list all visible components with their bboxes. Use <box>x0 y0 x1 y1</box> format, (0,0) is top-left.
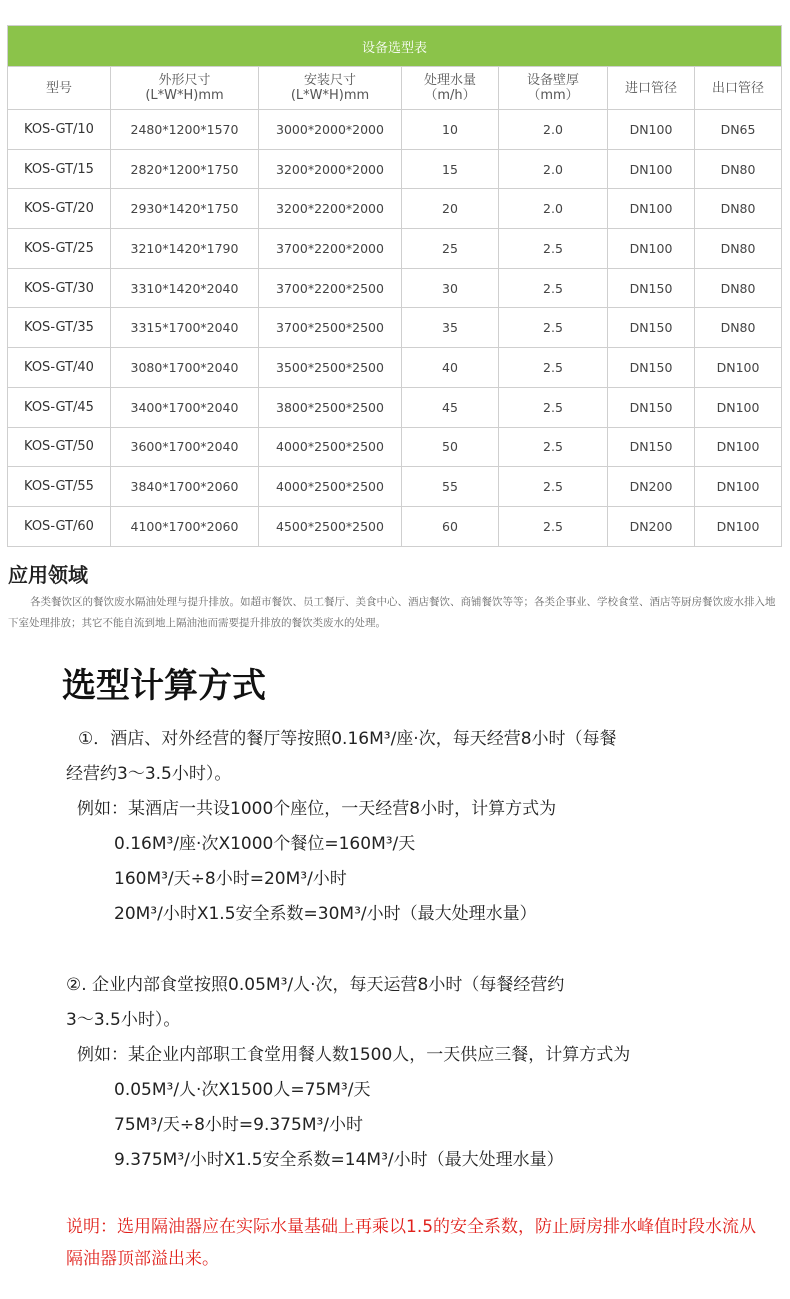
calc-line: ②. 企业内部食堂按照0.05M³/人·次，每天运营8小时（每餐经营约 <box>66 975 565 995</box>
table-cell: 2930*1420*1750 <box>111 189 259 229</box>
table-row <box>8 467 782 507</box>
column-header: 安装尺寸 (L*W*H)mm <box>259 67 402 110</box>
table-row <box>8 189 782 229</box>
calc-line: 9.375M³/小时X1.5安全系数=14M³/小时（最大处理水量） <box>114 1150 564 1170</box>
table-cell: 2.5 <box>499 467 608 507</box>
calculation-title: 选型计算方式 <box>62 666 266 706</box>
table-row <box>8 268 782 308</box>
table-cell: 2.0 <box>499 189 608 229</box>
table-row <box>8 229 782 269</box>
table-cell: 3700*2200*2000 <box>259 229 402 269</box>
application-title: 应用领域 <box>8 563 88 587</box>
table-cell: 3315*1700*2040 <box>111 308 259 348</box>
table-cell: KOS-GT/20 <box>8 189 111 229</box>
table-cell: 3200*2200*2000 <box>259 189 402 229</box>
table-cell: KOS-GT/60 <box>8 506 111 546</box>
table-cell: 2480*1200*1570 <box>111 110 259 150</box>
table-row <box>8 348 782 388</box>
table-row <box>8 387 782 427</box>
table-cell: DN100 <box>608 189 695 229</box>
table-cell: 2.5 <box>499 506 608 546</box>
calc-line: 例如：某酒店一共设1000个座位，一天经营8小时，计算方式为 <box>77 799 557 819</box>
table-cell: DN100 <box>695 427 782 467</box>
table-cell: 3400*1700*2040 <box>111 387 259 427</box>
table-cell: 50 <box>402 427 499 467</box>
table-title: 设备选型表 <box>8 26 782 67</box>
table-cell: 2.5 <box>499 308 608 348</box>
table-row <box>8 506 782 546</box>
table-cell: 4000*2500*2500 <box>259 427 402 467</box>
table-cell: 2.5 <box>499 268 608 308</box>
table-cell: 2.5 <box>499 387 608 427</box>
table-row <box>8 149 782 189</box>
table-cell: DN80 <box>695 229 782 269</box>
table-cell: KOS-GT/15 <box>8 149 111 189</box>
table-cell: 3700*2500*2500 <box>259 308 402 348</box>
safety-factor-note: 说明：选用隔油器应在实际水量基础上再乘以1.5的安全系数，防止厨房排水峰值时段水流从隔油器顶部溢出来。 <box>66 1217 757 1269</box>
table-cell: 40 <box>402 348 499 388</box>
column-header: 进口管径 <box>608 67 695 110</box>
calc-line: 经营约3～3.5小时）。 <box>66 764 232 784</box>
table-cell: 20 <box>402 189 499 229</box>
application-description: 各类餐饮区的餐饮废水隔油处理与提升排放。如超市餐饮、员工餐厅、美食中心、酒店餐饮、商铺餐饮等等；各类企事业、学校食堂、酒店等厨房餐饮废水排入地下室处理排放；其它不能自流到地上隔油池而需要提升排放的餐饮类废水的处理。 <box>8 596 776 629</box>
column-header: 设备壁厚 （mm） <box>499 67 608 110</box>
table-cell: KOS-GT/40 <box>8 348 111 388</box>
table-cell: 4500*2500*2500 <box>259 506 402 546</box>
table-cell: DN80 <box>695 149 782 189</box>
table-cell: DN150 <box>608 268 695 308</box>
table-cell: 3210*1420*1790 <box>111 229 259 269</box>
table-cell: DN150 <box>608 308 695 348</box>
table-cell: DN200 <box>608 467 695 507</box>
table-row <box>8 308 782 348</box>
table-cell: 2.0 <box>499 149 608 189</box>
calc-line: 75M³/天÷8小时=9.375M³/小时 <box>114 1115 364 1135</box>
table-cell: DN100 <box>695 467 782 507</box>
table-cell: KOS-GT/50 <box>8 427 111 467</box>
column-header: 出口管径 <box>695 67 782 110</box>
table-cell: DN80 <box>695 308 782 348</box>
table-cell: 3500*2500*2500 <box>259 348 402 388</box>
table-cell: DN150 <box>608 387 695 427</box>
calculation-section <box>62 658 782 714</box>
table-cell: 2820*1200*1750 <box>111 149 259 189</box>
column-header: 外形尺寸 (L*W*H)mm <box>111 67 259 110</box>
table-cell: 35 <box>402 308 499 348</box>
table-cell: 4100*1700*2060 <box>111 506 259 546</box>
table-cell: KOS-GT/30 <box>8 268 111 308</box>
table-header-row <box>8 67 782 110</box>
calc-line: ①．酒店、对外经营的餐厅等按照0.16M³/座·次，每天经营8小时（每餐 <box>78 729 617 749</box>
table-cell: DN200 <box>608 506 695 546</box>
application-section <box>8 560 788 634</box>
table-cell: DN100 <box>608 149 695 189</box>
table-cell: DN150 <box>608 348 695 388</box>
table-cell: 45 <box>402 387 499 427</box>
table-cell: KOS-GT/25 <box>8 229 111 269</box>
table-cell: 15 <box>402 149 499 189</box>
table-cell: 3600*1700*2040 <box>111 427 259 467</box>
table-cell: 2.5 <box>499 229 608 269</box>
table-cell: DN80 <box>695 189 782 229</box>
table-cell: 4000*2500*2500 <box>259 467 402 507</box>
table-cell: DN100 <box>695 387 782 427</box>
calc-line: 3～3.5小时）。 <box>66 1010 181 1030</box>
table-cell: 2.0 <box>499 110 608 150</box>
table-cell: 30 <box>402 268 499 308</box>
table-cell: DN65 <box>695 110 782 150</box>
table-cell: DN100 <box>608 229 695 269</box>
equipment-selection-table <box>7 25 782 547</box>
table-row <box>8 427 782 467</box>
table-cell: 3000*2000*2000 <box>259 110 402 150</box>
table-cell: 3800*2500*2500 <box>259 387 402 427</box>
table-cell: 2.5 <box>499 348 608 388</box>
table-cell: 3700*2200*2500 <box>259 268 402 308</box>
table-body <box>8 110 782 547</box>
table-cell: 10 <box>402 110 499 150</box>
column-header: 型号 <box>8 67 111 110</box>
table-cell: 3310*1420*2040 <box>111 268 259 308</box>
table-cell: DN80 <box>695 268 782 308</box>
spec-table-container <box>7 25 781 547</box>
table-cell: 25 <box>402 229 499 269</box>
table-cell: KOS-GT/35 <box>8 308 111 348</box>
calc-line: 例如：某企业内部职工食堂用餐人数1500人，一天供应三餐，计算方式为 <box>77 1045 631 1065</box>
table-row <box>8 110 782 150</box>
column-header: 处理水量 （m/h） <box>402 67 499 110</box>
calc-line: 160M³/天÷8小时=20M³/小时 <box>114 869 347 889</box>
table-cell: DN100 <box>608 110 695 150</box>
calc-line: 0.16M³/座·次X1000个餐位=160M³/天 <box>114 834 416 854</box>
table-cell: 60 <box>402 506 499 546</box>
table-cell: 3840*1700*2060 <box>111 467 259 507</box>
table-cell: 3080*1700*2040 <box>111 348 259 388</box>
table-cell: DN100 <box>695 506 782 546</box>
table-cell: KOS-GT/45 <box>8 387 111 427</box>
table-cell: 3200*2000*2000 <box>259 149 402 189</box>
table-cell: 55 <box>402 467 499 507</box>
table-cell: KOS-GT/10 <box>8 110 111 150</box>
table-cell: KOS-GT/55 <box>8 467 111 507</box>
table-cell: 2.5 <box>499 427 608 467</box>
table-cell: DN150 <box>608 427 695 467</box>
calc-line: 20M³/小时X1.5安全系数=30M³/小时（最大处理水量） <box>114 904 537 924</box>
table-cell: DN100 <box>695 348 782 388</box>
calc-line: 0.05M³/人·次X1500人=75M³/天 <box>114 1080 371 1100</box>
